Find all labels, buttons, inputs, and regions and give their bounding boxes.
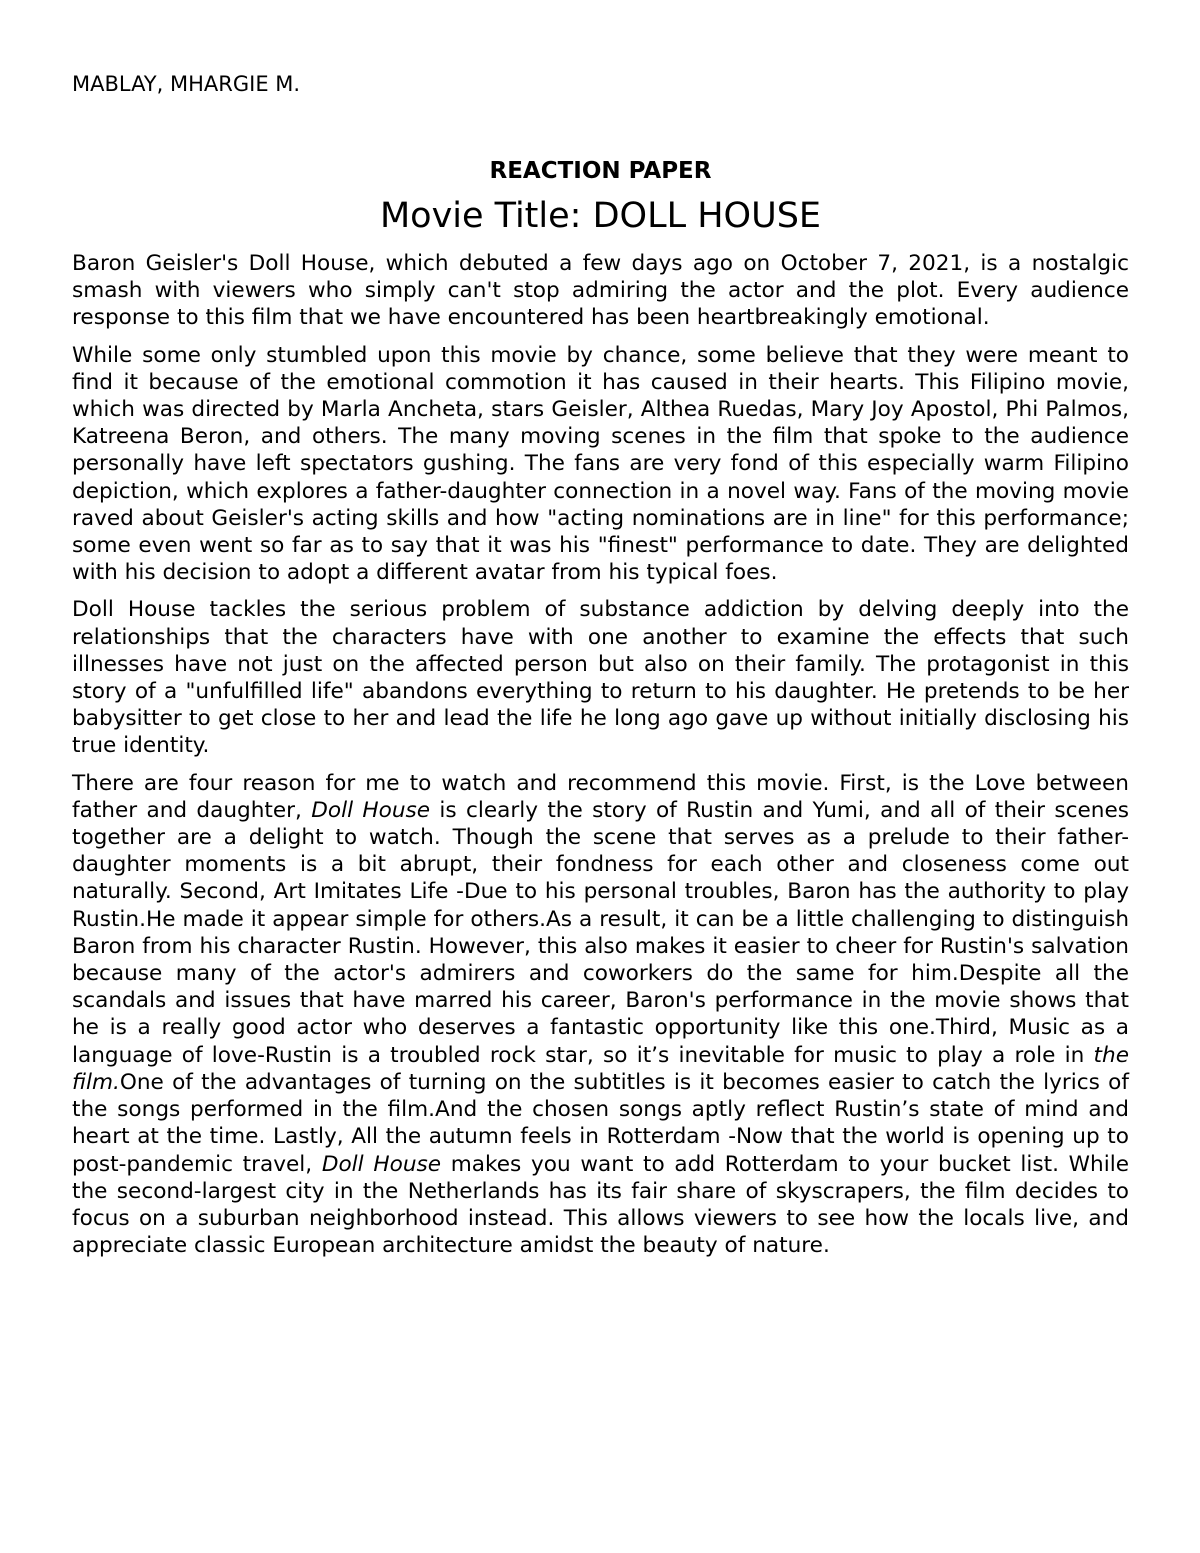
text-segment: There are four reason for me to watch and recommend this movie. First, is the Love between father and daughter, bbox=[72, 770, 1129, 823]
text-segment: is clearly the story of Rustin and Yumi, and all of their scenes together are a delight to watch. Though the scene that serves as a prelude to their father-daughter moments is a bit abrupt, their fondness for each other and closeness come out naturally. Second, Art Imitates Life -Due to his personal troubles, Baron has the authority to play Rustin.He made it appear simple for others.As a result, it can be a little challenging to distinguish Baron from his character Rustin. However, this also makes it easier to cheer for Rustin's salvation because many of the actor's admirers and coworkers do the same for him.Despite all the scandals and issues that have marred his career, Baron's performance in the movie shows that he is a really good actor who deserves a fantastic opportunity like this one.Third, Music as a language of love-Rustin is a troubled rock star, so it’s inevitable for music to play a role in bbox=[72, 797, 1129, 1068]
author-name: MABLAY, MHARGIE M. bbox=[72, 72, 301, 96]
paragraph-plot: Doll House tackles the serious problem of substance addiction by delving deeply into the relationships that the characters have with one another to examine the effects that such illnesses have not just on the affected person but also on their family. The protagonist in this story of a "unfulfilled life" abandons everything to return to his daughter. He pretends to be her babysitter to get close to her and lead the life he long ago gave up without initially disclosing his true identity. bbox=[72, 597, 1129, 759]
document-heading: REACTION PAPER bbox=[489, 158, 712, 184]
italic-movie-name: Doll House bbox=[321, 1151, 442, 1177]
italic-the-film: the film. bbox=[72, 1042, 1129, 1095]
text-segment: One of the advantages of turning on the subtitles is it becomes easier to catch the lyrics of the songs performed in the film.And the chosen songs aptly reflect Rustin’s state of mind and heart at the time. Lastly, All the autumn feels in Rotterdam -Now that the world is opening up to post-pandemic travel, bbox=[72, 1069, 1129, 1177]
document-page bbox=[72, 70, 1129, 1269]
paragraph-reception: While some only stumbled upon this movie by chance, some believe that they were meant to find it because of the emotional commotion it has caused in their hearts. This Filipino movie, which was directed by Marla Ancheta, stars Geisler, Althea Ruedas, Mary Joy Apostol, Phi Palmos, Katreena Beron, and others. The many moving scenes in the film that spoke to the audience personally have left spectators gushing. The fans are very fond of this especially warm Filipino depiction, which explores a father-daughter connection in a novel way. Fans of the moving movie raved about Geisler's acting skills and how "acting nominations are in line" for this performance; some even went so far as to say that it was his "finest" performance to date. They are delighted with his decision to adopt a different avatar from his typical foes. bbox=[72, 342, 1129, 586]
paragraph-intro: Baron Geisler's Doll House, which debuted a few days ago on October 7, 2021, is a nostalgic smash with viewers who simply can't stop admiring the actor and the plot. Every audience response to this film that we have encountered has been heartbreakingly emotional. bbox=[72, 251, 1129, 331]
text-segment: makes you want to add Rotterdam to your bucket list. While the second-largest city in the Netherlands has its fair share of skyscrapers, the film decides to focus on a suburban neighborhood instead. This allows viewers to see how the locals live, and appreciate classic European architecture amidst the beauty of nature. bbox=[72, 1151, 1130, 1259]
movie-title: Movie Title: DOLL HOUSE bbox=[379, 196, 822, 236]
paragraph-reasons bbox=[72, 770, 1129, 1260]
italic-movie-name: Doll House bbox=[311, 797, 431, 823]
